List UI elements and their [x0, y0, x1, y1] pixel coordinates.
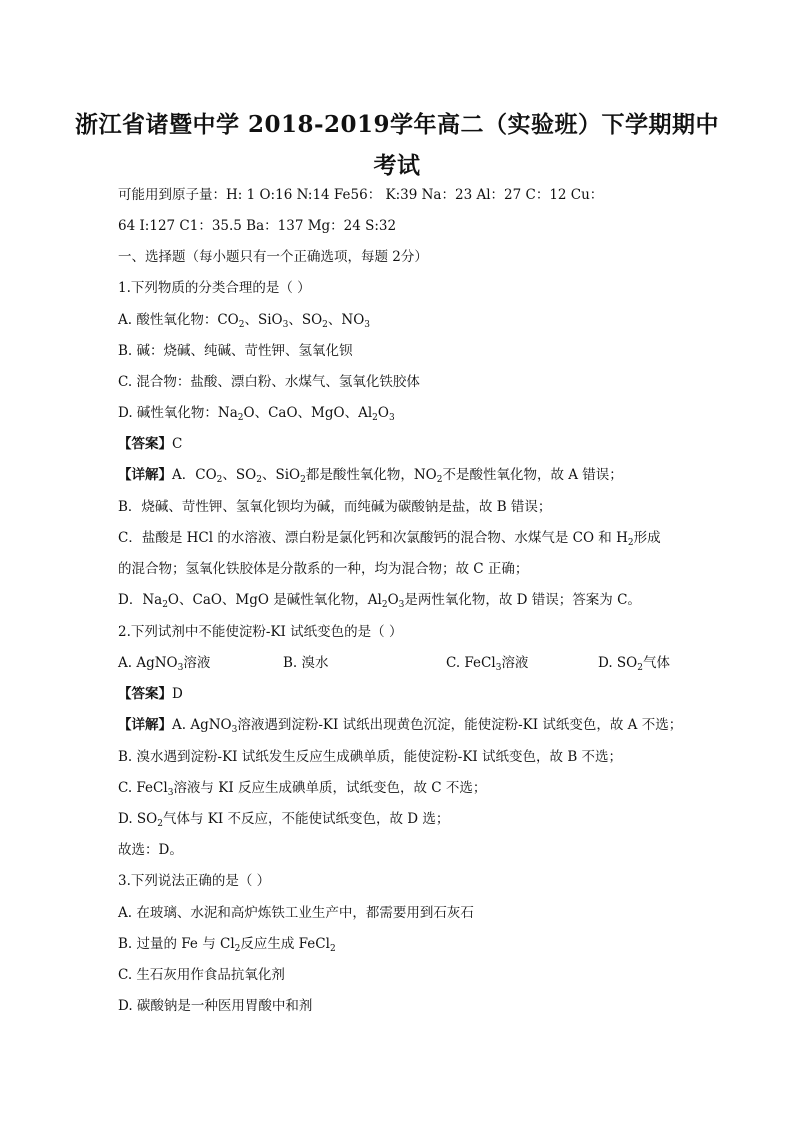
question-2-option-b: B. 溴水 — [283, 655, 329, 671]
question-2-detail-5: 故选：D。 — [118, 842, 183, 858]
atomic-mass-line-1: 可能用到原子量：H: 1 O:16 N:14 Fe56： K:39 Na：23 Al：27 C：12 Cu： — [118, 187, 604, 203]
question-1-answer: 【答案】C — [118, 436, 183, 452]
atomic-mass-line-2: 64 I:127 C1：35.5 Ba：137 Mg：24 S:32 — [118, 218, 397, 234]
question-3-option-d: D. 碳酸钠是一种医用胃酸中和剂 — [118, 998, 313, 1014]
question-1-detail-3: C．盐酸是 HCl 的水溶液、漂白粉是氯化钙和次氯酸钙的混合物、水煤气是 CO 和 $H_2$形成 — [118, 530, 661, 548]
document-title-line-2: 考试 — [373, 152, 421, 179]
question-2-option-d: D. $SO_2$气体 — [598, 655, 670, 673]
question-1-detail-2: B．烧碱、苛性钾、氢氧化钡均为碱，而纯碱为碳酸钠是盐，故 B 错误； — [118, 499, 552, 515]
question-2-stem: 2.下列试剂中不能使淀粉-KI 试纸变色的是（ ） — [118, 624, 403, 640]
question-1-option-d: D. 碱性氧化物：$Na_2O$、CaO、MgO、$Al_2O_3$ — [118, 405, 395, 423]
question-3-option-a: A. 在玻璃、水泥和高炉炼铁工业生产中，都需要用到石灰石 — [118, 905, 474, 921]
question-2-option-c: C. FeCl$_3$溶液 — [446, 655, 529, 673]
question-2-detail-2: B. 溴水遇到淀粉-KI 试纸发生反应生成碘单质，能使淀粉-KI 试纸变色，故 B 不选； — [118, 749, 623, 765]
question-1-option-b: B. 碱：烧碱、纯碱、苛性钾、氢氧化钡 — [118, 343, 353, 359]
question-1-option-c: C. 混合物：盐酸、漂白粉、水煤气、氢氧化铁胶体 — [118, 374, 420, 390]
question-2-detail-4: D. $SO_2$气体与 KI 不反应，不能使试纸变色，故 D 选； — [118, 811, 450, 829]
question-3-option-c: C. 生石灰用作食品抗氧化剂 — [118, 967, 285, 983]
question-1-detail-4: 的混合物；氢氧化铁胶体是分散系的一种，均为混合物；故 C 正确； — [118, 561, 529, 577]
section-heading: 一、选择题（每小题只有一个正确选项，每题 2分） — [118, 249, 428, 265]
question-1-stem: 1.下列物质的分类合理的是（ ） — [118, 280, 311, 296]
question-1-option-a: A. 酸性氧化物：$CO_2$、SiO$_3$、$SO_2$、$NO_3$ — [118, 312, 371, 330]
question-2-option-a: A. AgNO$_3$溶液 — [118, 655, 211, 673]
document-title-line-1: 浙江省诸暨中学 2018-2019学年高二（实验班）下学期期中 — [74, 111, 720, 138]
question-3-stem: 3.下列说法正确的是（ ） — [118, 873, 271, 889]
question-2-answer: 【答案】D — [118, 686, 183, 702]
question-3-option-b: B. 过量的 Fe 与 $Cl_2$反应生成 FeCl$_2$ — [118, 936, 336, 954]
question-2-detail-3: C. FeCl$_3$溶液与 KI 反应生成碘单质，试纸变色，故 C 不选； — [118, 780, 487, 798]
question-1-detail-5: D．$Na_2O$、CaO、MgO 是碱性氧化物，$Al_2O_3$是两性氧化物，故 D 错误；答案为 C。 — [118, 592, 641, 610]
question-1-detail-1: 【详解】A．$CO_2$、$SO_2$、SiO$_2$都是酸性氧化物，$NO_2$不是酸性氧化物，故 A 错误； — [118, 467, 623, 485]
question-2-detail-1: 【详解】A. AgNO$_3$溶液遇到淀粉-KI 试纸出现黄色沉淀，能使淀粉-KI 试纸变色，故 A 不选； — [118, 717, 683, 735]
